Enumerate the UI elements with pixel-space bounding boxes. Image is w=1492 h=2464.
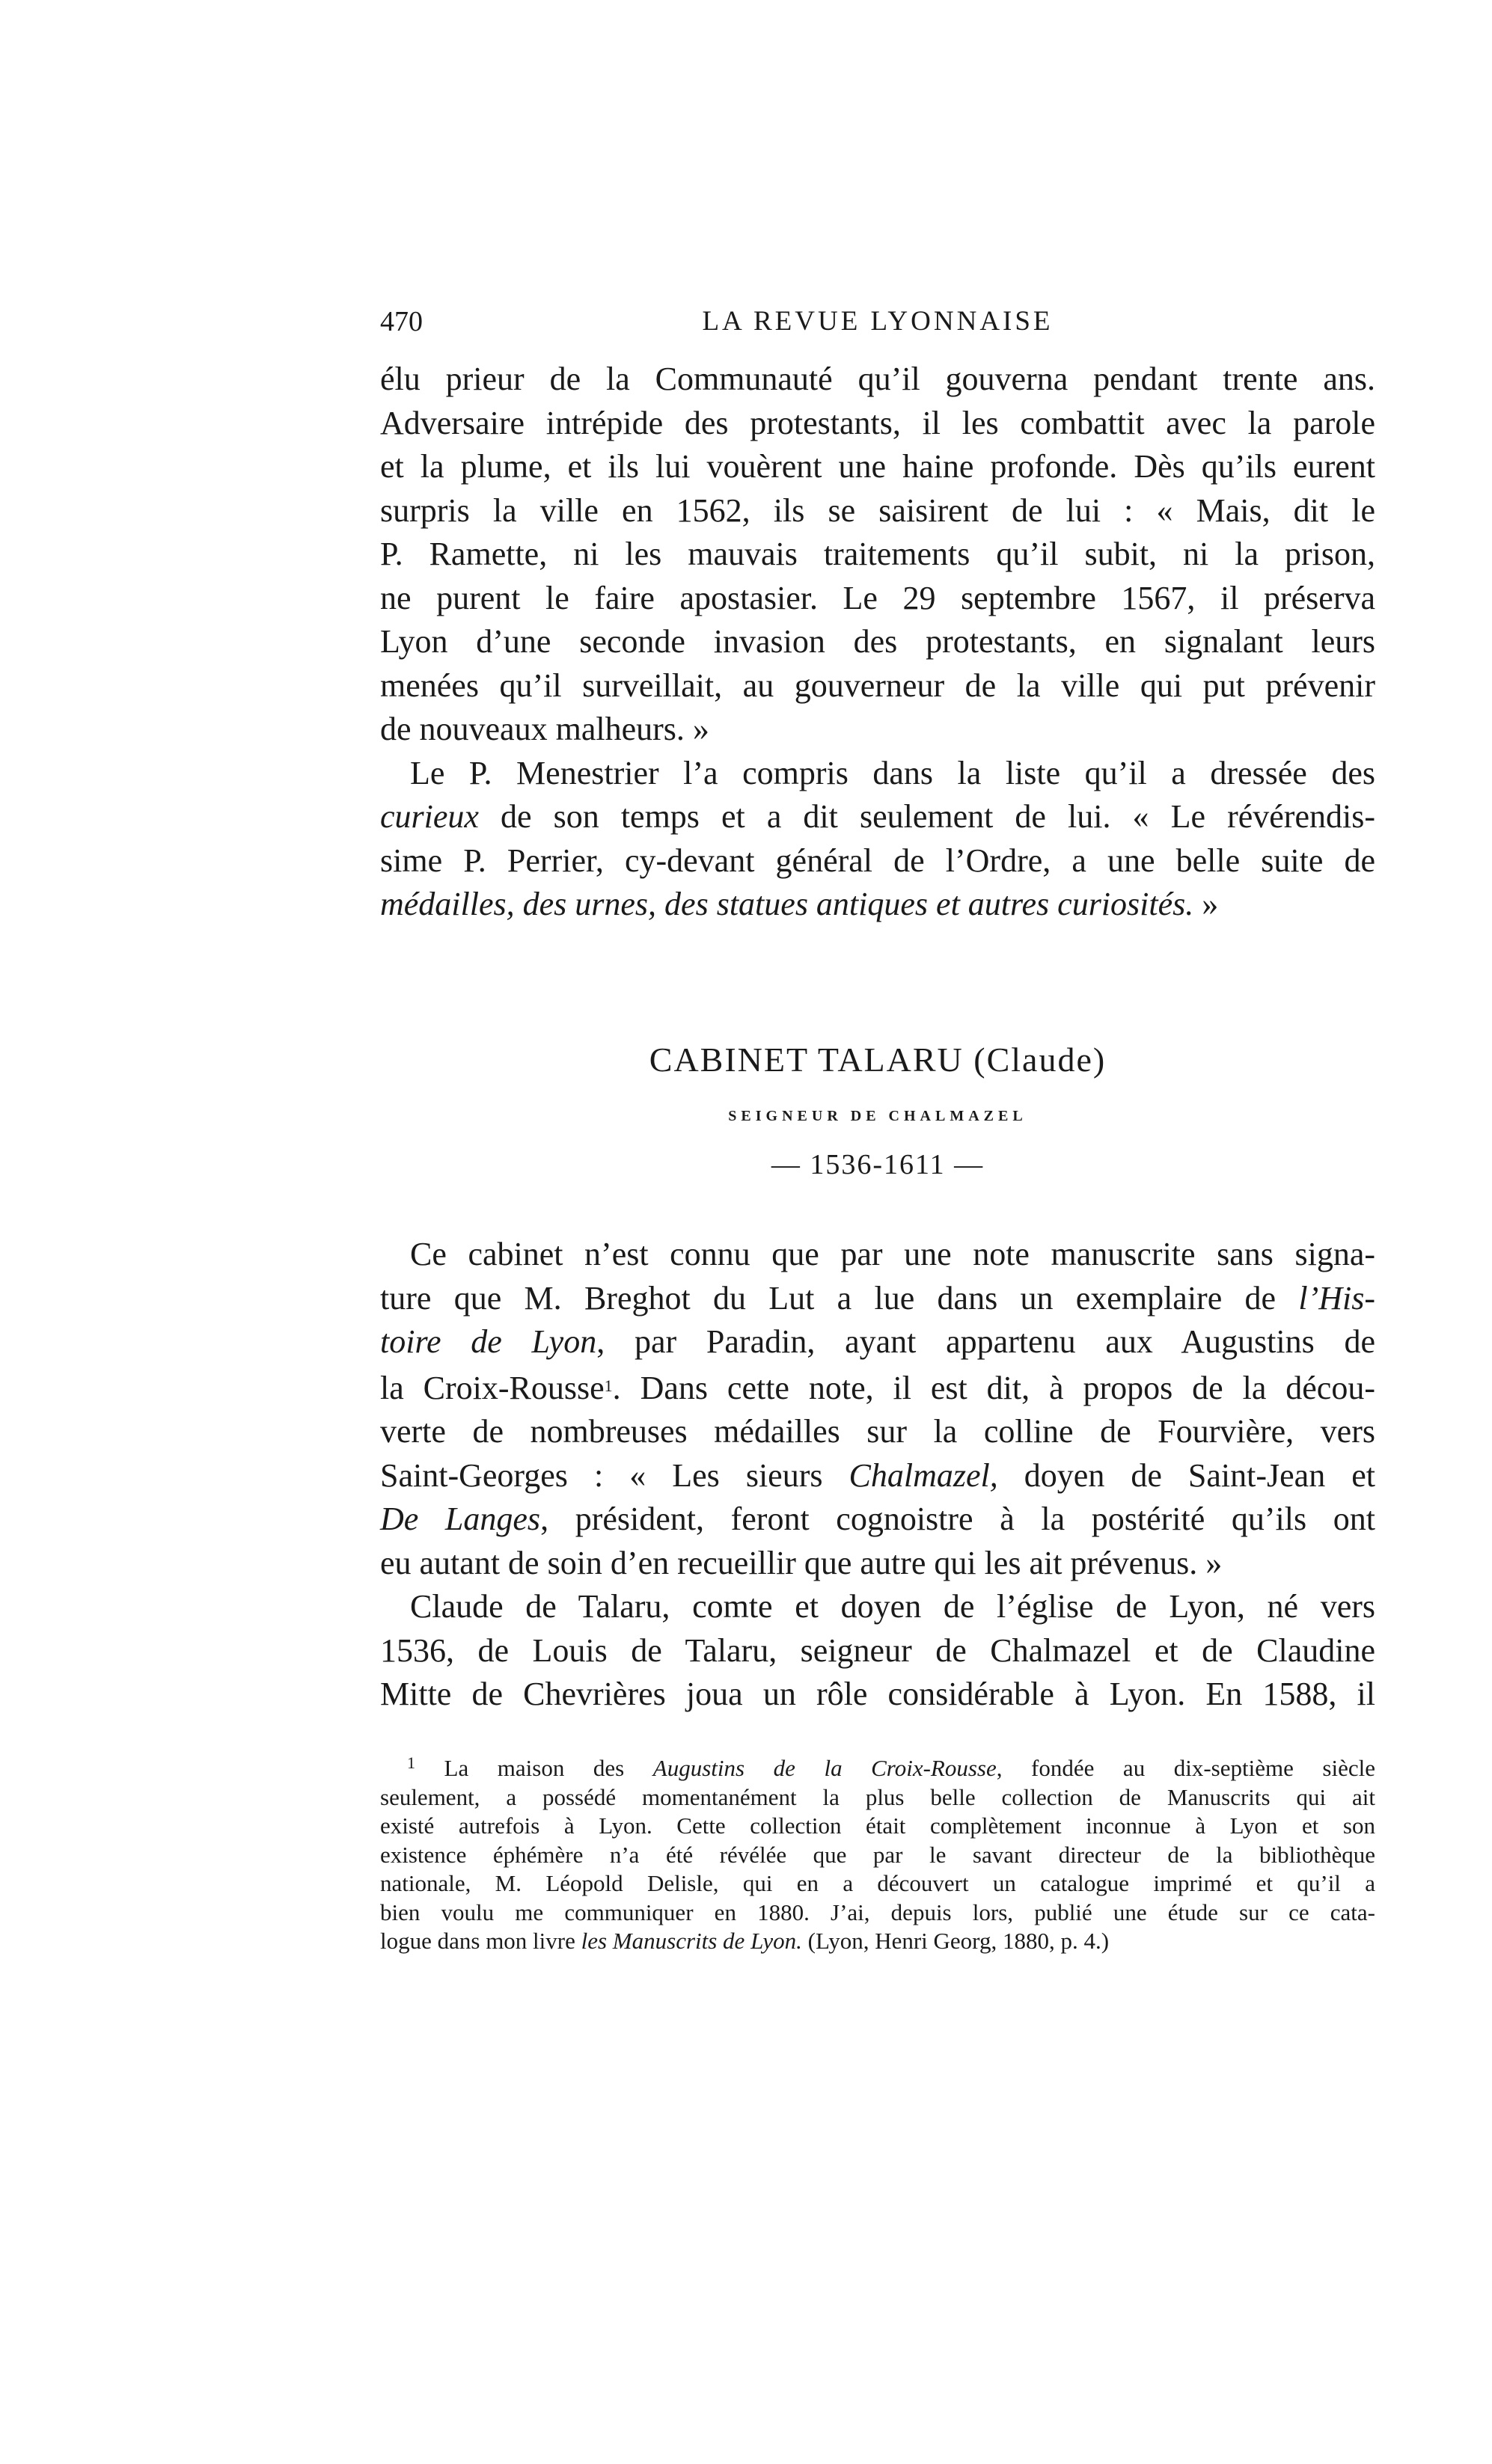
italic-text: Augustins de la Croix-Rousse bbox=[652, 1755, 997, 1781]
body-text-section-1 bbox=[380, 358, 1375, 927]
text-span: La maison des bbox=[415, 1755, 653, 1781]
text-line bbox=[380, 795, 1375, 839]
page-header bbox=[380, 305, 1375, 350]
text-line: menées qu’il surveillait, au gouverneur de la ville qui put prévenir bbox=[380, 666, 1375, 704]
italic-text: curieux bbox=[380, 798, 479, 835]
italic-text: Chalmazel, bbox=[849, 1456, 998, 1494]
text-line bbox=[380, 883, 1375, 927]
text-line: verte de nombreuses médailles sur la colline de Fourvière, vers bbox=[380, 1413, 1375, 1450]
text-line: élu prieur de la Communauté qu’il gouverna pendant trente ans. bbox=[380, 361, 1375, 397]
italic-text: les Manuscrits de Lyon. bbox=[581, 1928, 802, 1954]
text-line: ne purent le faire apostasier. Le 29 septembre 1567, il préserva bbox=[380, 579, 1375, 616]
footnote-line: seulement, a possédé momentanément la plus belle collection de Manuscrits qui ait bbox=[380, 1783, 1375, 1810]
text-line: et la plume, et ils lui vouèrent une haine profonde. Dès qu’ils eurent bbox=[380, 448, 1375, 485]
footnote-line: bien voulu me communiquer en 1880. J’ai, depuis lors, publié une étude sur ce cata- bbox=[380, 1898, 1375, 1925]
footnote-line bbox=[380, 1749, 1375, 1783]
body-text-section-2 bbox=[380, 1233, 1375, 1717]
footnote-line: existence éphémère n’a été révélée que par le savant directeur de la bibliothèque bbox=[380, 1841, 1375, 1868]
text-line: Adversaire intrépide des protestants, il les combattit avec la parole bbox=[380, 404, 1375, 441]
text-line bbox=[380, 1277, 1375, 1321]
text-line: surpris la ville en 1562, ils se saisirent de lui : « Mais, dit le bbox=[380, 491, 1375, 529]
footnote-line: existé autrefois à Lyon. Cette collection était complètement inconnue à Lyon et son bbox=[380, 1812, 1375, 1839]
footnote-line: nationale, M. Léopold Delisle, qui en a découvert un catalogue imprimé et qu’il a bbox=[380, 1870, 1375, 1896]
italic-text: toire de Lyon bbox=[380, 1323, 597, 1360]
text-line: Le P. Menestrier l’a compris dans la liste qu’il a dressée des bbox=[410, 754, 1375, 791]
text-span: doyen de Saint-Jean et bbox=[997, 1456, 1375, 1494]
italic-text: médailles, des urnes, des statues antiques et autres curiosités. bbox=[380, 886, 1194, 922]
text-span: » bbox=[1193, 886, 1219, 922]
text-line: Ce cabinet n’est connu que par une note manuscrite sans signa- bbox=[410, 1236, 1375, 1272]
text-line: P. Ramette, ni les mauvais traitements qu’il subit, ni la prison, bbox=[380, 536, 1375, 572]
text-span: Saint-Georges : « Les sieurs bbox=[380, 1456, 849, 1494]
italic-text: De Langes bbox=[380, 1501, 541, 1537]
footnote-reference: 1 bbox=[604, 1376, 613, 1395]
running-title: LA REVUE LYONNAISE bbox=[702, 306, 1054, 337]
footnote-marker: 1 bbox=[407, 1753, 415, 1772]
text-line: Claude de Talaru, comte et doyen de l’église de Lyon, né vers bbox=[410, 1588, 1375, 1625]
section-dates: — 1536-1611 — bbox=[771, 1149, 985, 1180]
text-line bbox=[380, 1320, 1375, 1364]
italic-text: l’His- bbox=[1298, 1279, 1375, 1317]
text-span: , fondée au dix-septième siècle bbox=[996, 1755, 1375, 1781]
section-title: CABINET TALARU (Claude) bbox=[649, 1041, 1107, 1079]
text-span: la Croix-Rousse bbox=[380, 1369, 605, 1406]
text-span: de son temps et a dit seulement de lui. « Le révérendis- bbox=[478, 798, 1375, 835]
text-span: ture que M. Breghot du Lut a lue dans un exemplaire de bbox=[380, 1279, 1299, 1317]
text-line bbox=[380, 1454, 1375, 1498]
text-line bbox=[380, 1498, 1375, 1542]
footnote-line bbox=[380, 1927, 1375, 1956]
text-line: Lyon d’une seconde invasion des protestants, en signalant leurs bbox=[380, 623, 1375, 660]
text-span: (Lyon, Henri Georg, 1880, p. 4.) bbox=[801, 1928, 1110, 1954]
section-subtitle: SEIGNEUR DE CHALMAZEL bbox=[728, 1108, 1027, 1124]
footnote bbox=[380, 1749, 1375, 1956]
text-line: 1536, de Louis de Talaru, seigneur de Chalmazel et de Claudine bbox=[380, 1631, 1375, 1669]
text-line bbox=[380, 1364, 1375, 1411]
text-span: logue dans mon livre bbox=[380, 1928, 581, 1954]
text-span: , par Paradin, ayant appartenu aux Augustins de bbox=[596, 1323, 1376, 1360]
text-line: de nouveaux malheurs. » bbox=[380, 711, 709, 747]
text-span: . Dans cette note, il est dit, à propos de la décou- bbox=[612, 1369, 1375, 1406]
text-line: sime P. Perrier, cy-devant général de l’Ordre, a une belle suite de bbox=[380, 842, 1375, 879]
text-line: eu autant de soin d’en recueillir que autre qui les ait prévenus. » bbox=[380, 1544, 1223, 1581]
text-span: , président, feront cognoistre à la postérité qu’ils ont bbox=[540, 1501, 1375, 1537]
page-number: 470 bbox=[380, 306, 423, 337]
text-line: Mitte de Chevrières joua un rôle considérable à Lyon. En 1588, il bbox=[380, 1676, 1375, 1712]
